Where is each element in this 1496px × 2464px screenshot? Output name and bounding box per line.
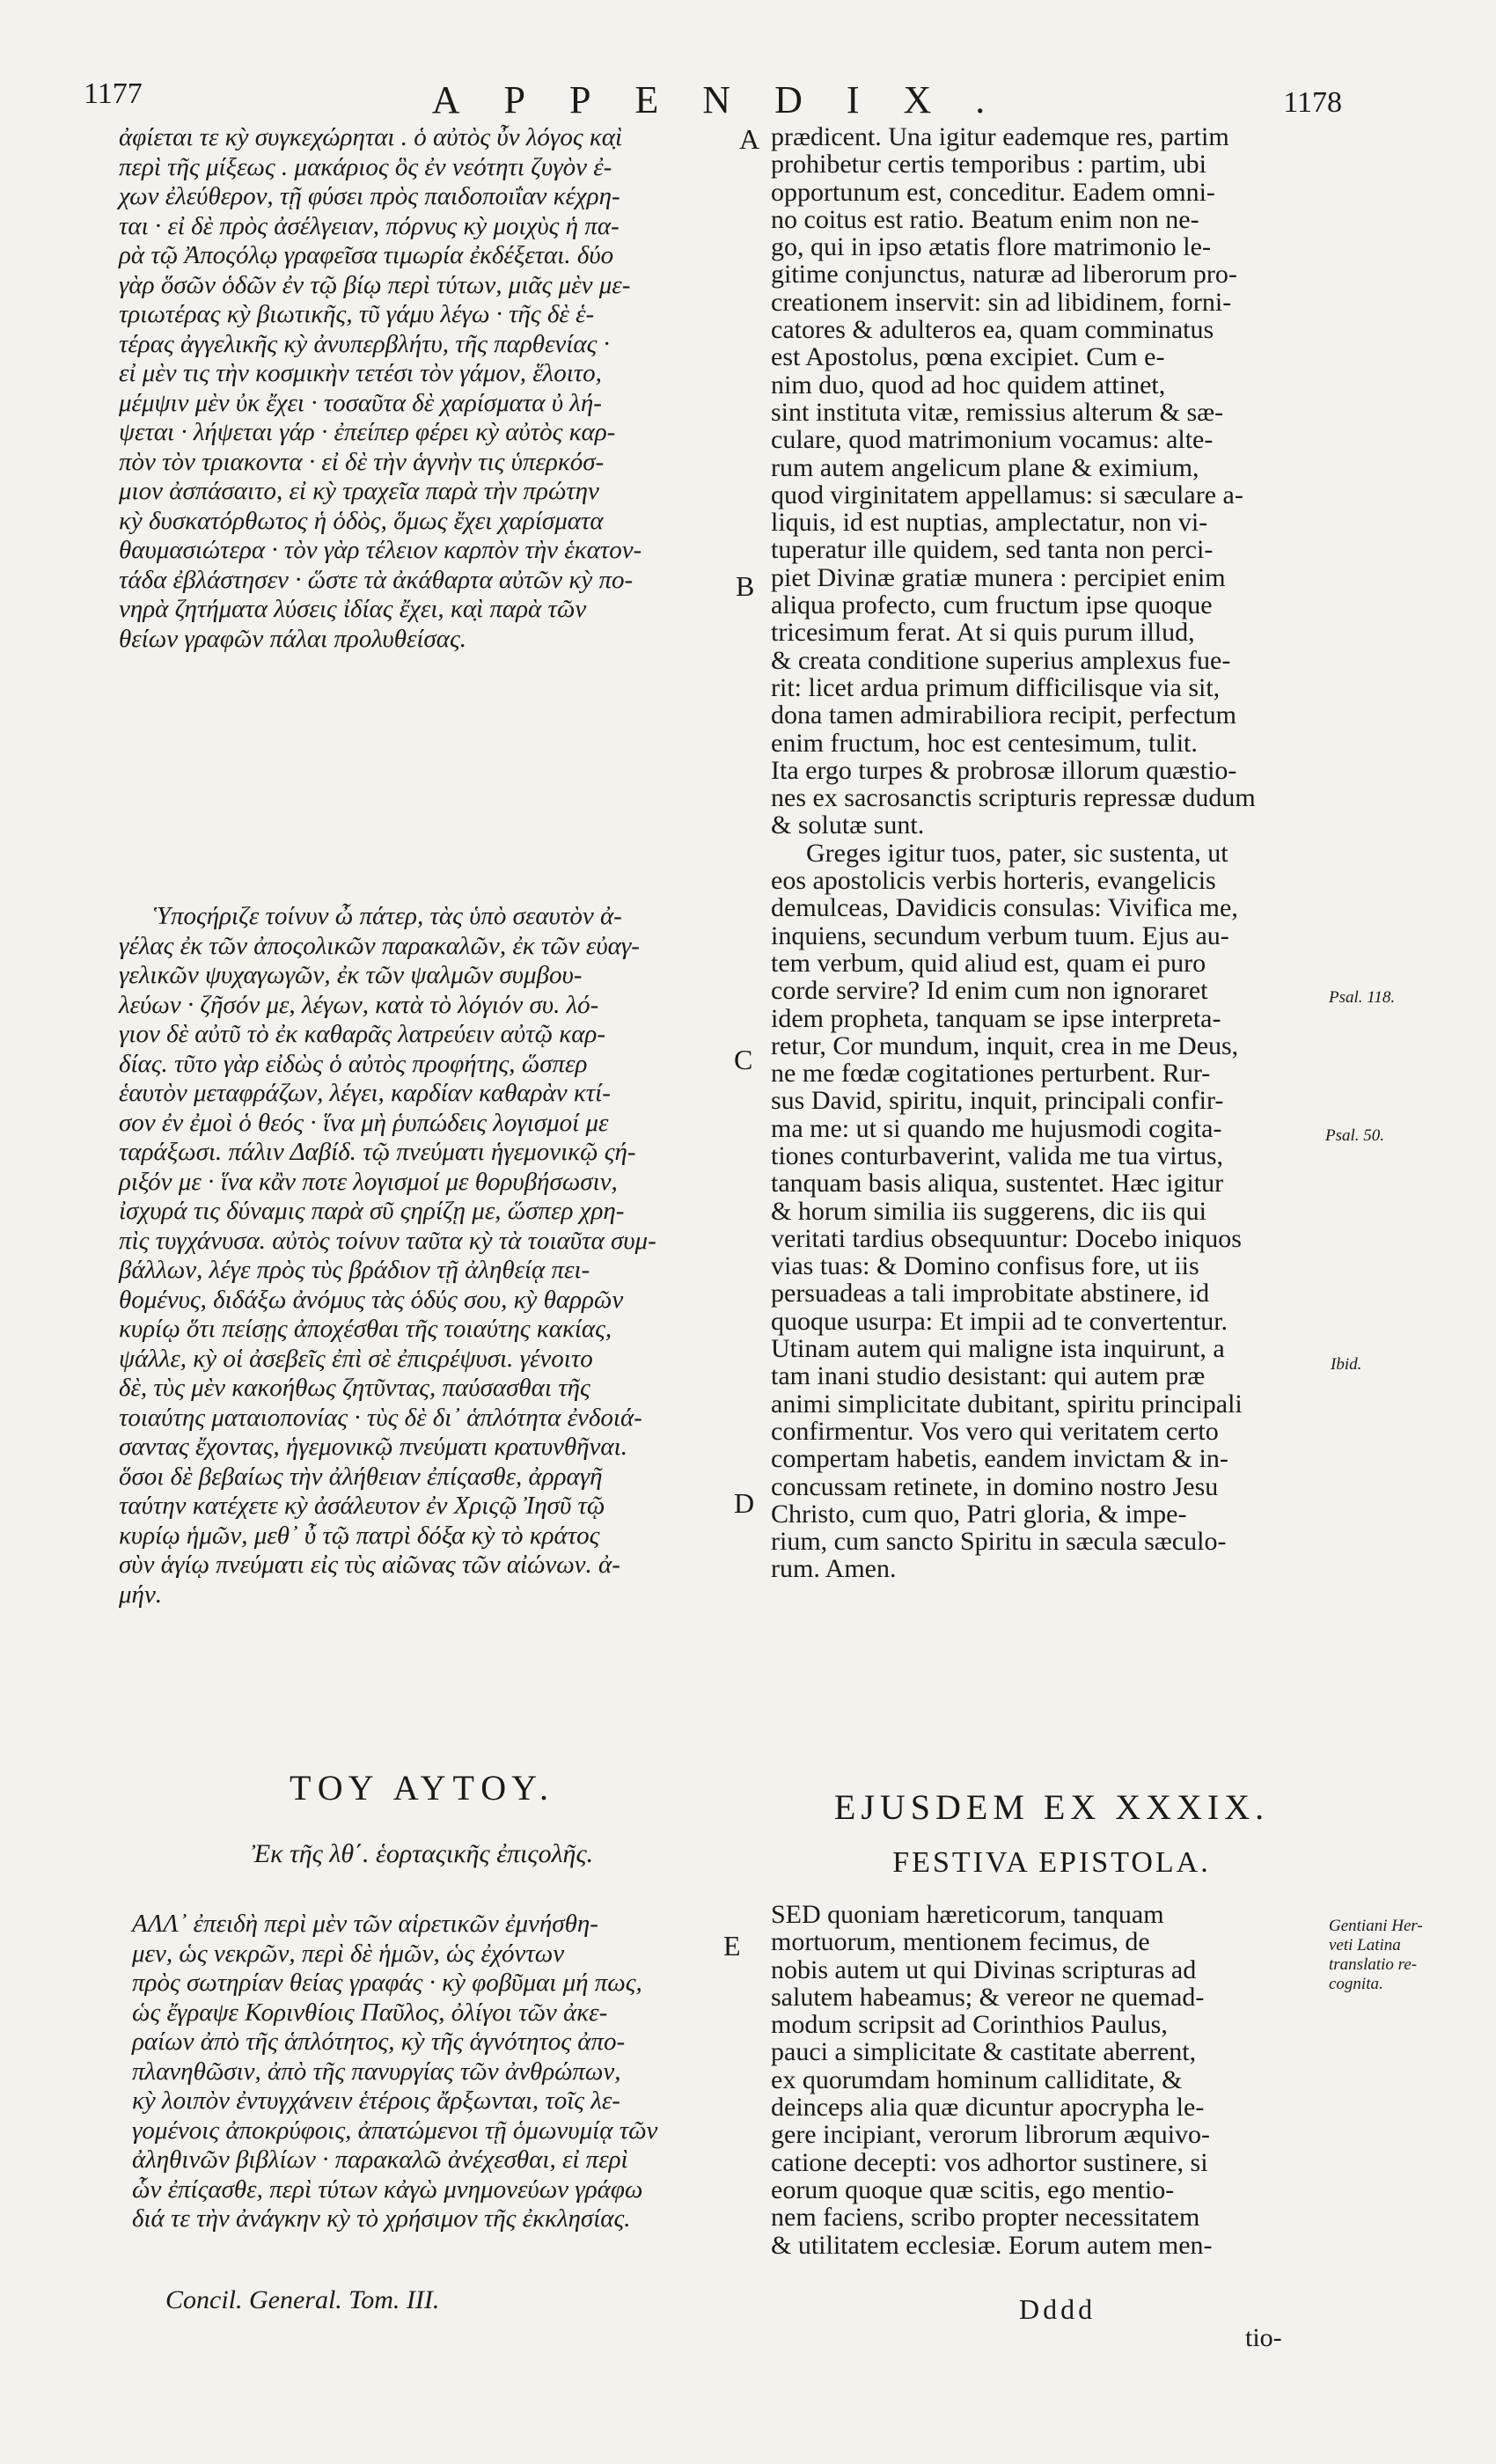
latin-line: confirmentur. Vos vero qui veritatem certo bbox=[771, 1416, 1219, 1446]
greek-line: πὸν τὸν τριακοντα · εἰ δὲ τὴν ἁγνὴν τις ὑπερκόσ- bbox=[119, 447, 605, 476]
signature-mark: Dddd bbox=[1019, 2293, 1096, 2325]
greek-line: μέμψιν μὲν ὐκ ἔχει · τοσαῦτα δὲ χαρίσματα ὐ λή- bbox=[119, 388, 602, 417]
latin-line: vias tuas: & Domino confisus fore, ut iis bbox=[771, 1251, 1199, 1281]
greek-line: περὶ τῆς μίξεως . μακάριος ὃς ἐν νεότητι ζυγὸν ἐ- bbox=[119, 152, 612, 181]
latin-section-title: EJUSDEM EX XXXIX. bbox=[833, 1787, 1270, 1827]
greek-line: σαντας ἔχοντας, ἡγεμονικῷ πνεύματι κρατυνθῆναι. bbox=[119, 1433, 627, 1461]
greek-line: δίας. τῦτο γὰρ εἰδὼς ὁ αὐτὸς προφήτης, ὥσπερ bbox=[119, 1049, 588, 1078]
latin-line: tuperatur ille quidem, sed tanta non perci- bbox=[771, 535, 1214, 565]
greek-line: ραίων ἀπὸ τῆς ἁπλότητος, κỳ τῆς ἁγνότητος ἀπο- bbox=[132, 2028, 626, 2056]
latin-line: Utinam autem qui maligne ista inquirunt, a bbox=[771, 1334, 1225, 1364]
latin-line: pauci a simplicitate & castitate aberrent, bbox=[771, 2037, 1197, 2067]
greek-line: σὺν ἁγίῳ πνεύματι εἰς τὺς αἰῶνας τῶν αἰώνων. ἀ- bbox=[119, 1551, 620, 1579]
latin-line: ne me fœdæ cogitationes perturbent. Rur- bbox=[771, 1059, 1211, 1089]
latin-line: Christo, cum quo, Patri gloria, & impe- bbox=[771, 1499, 1187, 1529]
greek-line: ὧν ἐπίςασθε, περὶ τύτων κἀγὼ μνημονεύων γράφω bbox=[132, 2174, 643, 2204]
margin-note-ibid: Ibid. bbox=[1331, 1355, 1362, 1374]
margin-note-line: veti Latina bbox=[1329, 1936, 1401, 1954]
greek-line: τάδα ἐβλάστησεν · ὥστε τὰ ἀκάθαρτα αὐτῶν κỳ πο- bbox=[119, 565, 634, 594]
latin-line: sint instituta vitæ, remissius alterum & sæ- bbox=[771, 397, 1224, 427]
greek-line: ἀληθινῶν βιβλίων · παρακαλῶ ἀνέχεσθαι, εἰ περὶ bbox=[132, 2145, 628, 2174]
greek-line: τέρας ἀγγελικῆς κỳ ἀνυπερβλήτυ, τῆς παρθενίας · bbox=[119, 329, 610, 358]
latin-line: veritati tardius obsequuntur: Docebo iniquos bbox=[771, 1223, 1242, 1253]
latin-line: & utilitatem ecclesiæ. Eorum autem men- bbox=[771, 2230, 1213, 2260]
latin-line: culare, quod matrimonium vocamus: alte- bbox=[771, 425, 1214, 455]
latin-line: creationem inservit: sin ad libidinem, forni- bbox=[771, 287, 1232, 317]
margin-note-line: Gentiani Her- bbox=[1329, 1917, 1423, 1935]
greek-line: ὡς ἔγραψε Κορινθίοις Παῦλος, ὀλίγοι τῶν ἀκε- bbox=[132, 1998, 608, 2027]
greek-line: διά τε τὴν ἀνάγκην κỳ τὸ χρήσιμον τῆς ἐκκλησίας. bbox=[132, 2204, 631, 2233]
greek-line: θομένυς, διδάξω ἀνόμυς τὰς ὁδύς σου, κỳ θαρρῶν bbox=[119, 1285, 624, 1314]
latin-line: ex quorumdam hominum calliditate, & bbox=[771, 2064, 1183, 2094]
latin-line: demulceas, Davidicis consulas: Vivifica me, bbox=[771, 893, 1238, 923]
greek-block-2 bbox=[119, 902, 735, 1610]
greek-section-subtitle: Ἐκ τῆς λθ΄. ἑορταςικῆς ἐπιςολῆς. bbox=[251, 1839, 594, 1868]
latin-line: dona tamen admirabiliora recipit, perfectum bbox=[771, 700, 1236, 730]
greek-line: κỳ λοιπὸν ἐντυγχάνειν ἑτέροις ἄρξωνται, τοῖς λε- bbox=[132, 2086, 620, 2115]
latin-line: retur, Cor mundum, inquit, crea in me Deus, bbox=[771, 1030, 1239, 1060]
margin-note-psal-118: Psal. 118. bbox=[1329, 988, 1396, 1007]
latin-line: quod virginitatem appellamus: si sæculare a- bbox=[771, 480, 1243, 510]
latin-line: & solutæ sunt. bbox=[771, 810, 925, 840]
latin-line: salutem habeamus; & vereor ne quemad- bbox=[771, 1982, 1205, 2012]
greek-line: γὰρ ὅσῶν ὁδῶν ἐν τῷ βίῳ περὶ τύτων, μιᾶς μὲν με- bbox=[119, 270, 631, 299]
latin-line: rium, cum sancto Spiritu in sæcula sæculo- bbox=[771, 1527, 1227, 1557]
latin-line: aliqua profecto, cum fructum ipse quoque bbox=[771, 590, 1213, 620]
latin-line: catione decepti: vos adhortor sustinere, si bbox=[771, 2147, 1208, 2177]
page-number-left: 1177 bbox=[84, 77, 143, 110]
latin-line: nobis autem ut qui Divinas scripturas ad bbox=[771, 1954, 1197, 1984]
greek-line: λεύων · ζῆσόν με, λέγων, κατὰ τὸ λόγιόν συ. λό- bbox=[119, 990, 599, 1019]
page-title: APPENDIX. bbox=[431, 78, 1030, 121]
margin-note-line: cognita. bbox=[1329, 1975, 1383, 1993]
catchword: tio- bbox=[1245, 2323, 1282, 2352]
latin-line: gitime conjunctus, naturæ ad liberorum pro- bbox=[771, 260, 1237, 290]
latin-block-2 bbox=[771, 1901, 1334, 2259]
latin-line: inquiens, secundum verbum tuum. Ejus au- bbox=[771, 920, 1229, 950]
latin-line: eos apostolicis verbis horteris, evangelicis bbox=[771, 866, 1216, 896]
latin-line: opportunum est, conceditur. Eadem omni- bbox=[771, 177, 1215, 207]
margin-note-line: translatio re- bbox=[1329, 1955, 1418, 1974]
greek-line: γιον δὲ αὐτῦ τὸ ἐκ καθαρᾶς λατρεύειν αὐτῷ καρ- bbox=[119, 1020, 606, 1048]
latin-line: idem propheta, tanquam se ipse interpreta- bbox=[771, 1003, 1221, 1033]
greek-line: γελικῶν ψυχαγωγῶν, ἐκ τῶν ψαλμῶν συμβου- bbox=[119, 961, 583, 989]
latin-line: nim duo, quod ad hoc quidem attinet, bbox=[771, 370, 1166, 400]
latin-line: prædicent. Una igitur eademque res, partim bbox=[771, 122, 1229, 151]
latin-line: prohibetur certis temporibus : partim, ubi bbox=[771, 150, 1206, 180]
margin-note-translation bbox=[1329, 1917, 1423, 1994]
latin-line: tanquam basis aliqua, sustentet. Hæc igitur bbox=[771, 1169, 1224, 1199]
greek-block-3 bbox=[132, 1910, 748, 2234]
latin-line: & horum similia iis suggerens, dic iis qui bbox=[771, 1196, 1206, 1226]
page-number-right: 1178 bbox=[1283, 86, 1342, 119]
margin-note-psal-50: Psal. 50. bbox=[1325, 1126, 1385, 1145]
latin-line: enim fructum, hoc est centesimum, tulit. bbox=[771, 728, 1198, 758]
latin-line: catores & adulteros ea, quam comminatus bbox=[771, 315, 1214, 345]
section-letter-b: B bbox=[736, 570, 755, 602]
latin-line: compertam habetis, eandem invictam & in- bbox=[771, 1444, 1228, 1474]
latin-line: mortuorum, mentionem fecimus, de bbox=[771, 1927, 1150, 1957]
section-letter-a: A bbox=[739, 123, 760, 155]
latin-line: concussam retinete, in domino nostro Jesu bbox=[771, 1471, 1219, 1501]
greek-line: κυρίῳ ἡμῶν, μεθ᾽ ὖ τῷ πατρὶ δόξα κỳ τὸ κράτος bbox=[119, 1521, 600, 1550]
latin-line: go, qui in ipso ætatis flore matrimonio le- bbox=[771, 232, 1211, 262]
greek-line: πὶς τυγχάνυσα. αὐτὸς τοίνυν ταῦτα κỳ τὰ τοιαῦτα συμ- bbox=[119, 1226, 656, 1255]
greek-line: ρὰ τῷ Ἀποςόλῳ γραφεῖσα τιμωρία ἐκδέξεται. δύο bbox=[119, 241, 614, 269]
latin-line: SED quoniam hæreticorum, tanquam bbox=[771, 1900, 1164, 1929]
latin-line: liquis, id est nuptias, amplectatur, non vi- bbox=[771, 508, 1208, 538]
greek-line: πλανηθῶσιν, ἀπὸ τῆς πανυργίας τῶν ἀνθρώπων, bbox=[132, 2057, 621, 2086]
greek-line: κỳ δυσκατόρθωτος ἡ ὁδὸς, ὅμως ἔχει χαρίσματα bbox=[119, 506, 604, 535]
greek-line: ἀφίεται τε κỳ συγκεχώρηται . ὁ αὐτὸς ὖν λόγος κα̣ὶ bbox=[119, 123, 623, 151]
greek-line: ψάλλε, κỳ οἱ ἀσεβεῖς ἐπὶ σὲ ἐπιςρέψυσι. γένοιτο bbox=[119, 1344, 593, 1373]
greek-line: τοιαύτης ματαιοπονίας · τὺς δὲ δι᾽ ἁπλότητα ἐνδοιά- bbox=[119, 1403, 642, 1432]
greek-line: μιον ἀσπάσαιτο, εἰ κỳ τραχεῖα παρὰ τὴν πρώτην bbox=[119, 477, 599, 505]
greek-line: γομένοις ἀποκρύφοις, ἀπατώμενοι τῇ ὁμωνυμίᾳ τῶν bbox=[132, 2116, 658, 2145]
latin-line: & creata conditione superius amplexus fue- bbox=[771, 645, 1231, 675]
greek-line: τριωτέρας κỳ βιωτικῆς, τῦ γάμυ λέγω · τῆς δὲ ἑ- bbox=[119, 300, 595, 328]
greek-line: δὲ, τὺς μὲν κακοήθως ζητῦντας, παύσασθαι τῆς bbox=[119, 1374, 590, 1402]
latin-line: tricesimum ferat. At si quis purum illud, bbox=[771, 618, 1195, 648]
greek-line: Ὑποςήριζε τοίνυν ὦ πάτερ, τὰς ὑπὸ σεαυτὸν ἀ- bbox=[154, 902, 622, 930]
greek-section-title: ΤΟΥ ΑΥΤΟΥ. bbox=[289, 1768, 556, 1808]
latin-line: persuadeas a tali improbitate abstinere, id bbox=[771, 1279, 1210, 1309]
latin-line: Ita ergo turpes & probrosæ illorum quæstio- bbox=[771, 755, 1237, 785]
latin-line: piet Divinæ gratiæ munera : percipiet enim bbox=[771, 562, 1226, 592]
greek-block-1 bbox=[119, 123, 735, 654]
latin-line: nes ex sacrosanctis scripturis repressæ dudum bbox=[771, 783, 1256, 813]
latin-line: ma me: ut si quando me hujusmodi cogita- bbox=[771, 1113, 1222, 1143]
latin-line: nem faciens, scribo propter necessitatem bbox=[771, 2203, 1200, 2233]
latin-block-1 bbox=[771, 123, 1334, 1583]
greek-line: θείων γραφῶν πάλαι προλυθείσας. bbox=[119, 624, 466, 653]
latin-line: animi simplicitate dubitant, spiritu principali bbox=[771, 1389, 1243, 1419]
greek-line: ψεται · λήψεται γάρ · ἐπείπερ φέρει κỳ αὐτὸς καρ- bbox=[119, 418, 616, 446]
latin-line: est Apostolus, pœna excipiet. Cum e- bbox=[771, 342, 1165, 372]
greek-line: ται · εἰ δὲ πρὸς ἀσέλγειαν, πόρνυς κỳ μοιχὺς ἡ πα- bbox=[119, 211, 620, 240]
greek-line: θαυμασιώτερα · τὸν γὰρ τέλειον καρπὸν τὴν ἑκατον- bbox=[119, 536, 642, 564]
section-letter-d: D bbox=[734, 1487, 755, 1519]
greek-line: χων ἐλεύθερον, τῇ φύσει πρὸς παιδοποιΐαν κέχρη- bbox=[119, 182, 620, 210]
latin-line: rit: licet ardua primum difficilisque via sit, bbox=[771, 672, 1221, 702]
greek-line: μεν, ὡς νεκρῶν, περὶ δὲ ἡμῶν, ὡς ἐχόντων bbox=[132, 1939, 565, 1968]
latin-line: eorum quoque quæ scitis, ego mentio- bbox=[771, 2174, 1175, 2204]
latin-line: Greges igitur tuos, pater, sic sustenta, ut bbox=[806, 838, 1228, 868]
section-letter-e: E bbox=[723, 1930, 741, 1962]
latin-line: tiones conturbaverint, valida me tua virtus, bbox=[771, 1140, 1224, 1170]
greek-line: σον ἐν ἐμοὶ ὁ θεός · ἵνα μὴ ῥυπώδεις λογισμοί με bbox=[119, 1108, 609, 1137]
latin-line: tem verbum, quid aliud est, quam ei puro bbox=[771, 948, 1206, 978]
latin-line: no coitus est ratio. Beatum enim non ne- bbox=[771, 204, 1199, 234]
greek-line: ἑαυτὸν μεταφράζων, λέγει, καρδίαν καθαρὰν κτί- bbox=[119, 1079, 611, 1107]
latin-line: tam inani studio desistant: qui autem præ bbox=[771, 1361, 1206, 1391]
volume-footnote: Concil. General. Tom. III. bbox=[165, 2285, 440, 2314]
greek-line: κυρίῳ ὅτι πείσῃς ἀποχέσθαι τῆς τοιαύτης κακίας, bbox=[119, 1315, 612, 1343]
greek-line: γέλας ἐκ τῶν ἀποςολικῶν παρακαλῶν, ἐκ τῶν εὐαγ- bbox=[119, 931, 640, 960]
greek-line: ταράξωσι. πάλιν Δαβίδ. τῷ πνεύματι ἡγεμονικῷ ςή- bbox=[119, 1138, 636, 1166]
latin-line: rum. Amen. bbox=[771, 1554, 897, 1584]
greek-line: μήν. bbox=[119, 1580, 163, 1609]
latin-line: modum scripsit ad Corinthios Paulus, bbox=[771, 2010, 1168, 2040]
greek-line: βάλλων, λέγε πρὸς τὺς βράδιον τῇ ἀληθείᾳ πει- bbox=[119, 1256, 590, 1284]
greek-line: νηρὰ ζητήματα λύσεις ἰδίας ἔχει, κα̣ὶ παρὰ τῶν bbox=[119, 595, 587, 623]
greek-line: ὅσοι δὲ βεβαίως τὴν ἀλήθειαν ἐπίςασθε, ἀρραγῆ bbox=[119, 1462, 603, 1491]
greek-line: ἰσχυρά τις δύναμις παρὰ σῦ ςηρίζῃ με, ὥσπερ χρη- bbox=[119, 1197, 625, 1225]
greek-line: πρὸς σωτηρίαν θείας γραφάς · κỳ φοβῦμαι μή πως, bbox=[132, 1969, 642, 1997]
greek-line: ταύτην κατέχετε κỳ ἀσάλευτον ἐν Χριςῷ Ἰησῦ τῷ bbox=[119, 1492, 605, 1520]
greek-line: εἰ μὲν τις τὴν κοσμικὴν τετέσι τὸν γάμον, ἕλοιτο, bbox=[119, 359, 602, 387]
section-letter-c: C bbox=[734, 1044, 753, 1075]
latin-line: deinceps alia quæ dicuntur apocrypha le- bbox=[771, 2093, 1205, 2123]
latin-line: rum autem angelicum plane & eximium, bbox=[771, 452, 1199, 482]
greek-line: ριξόν με · ἵνα κἂν ποτε λογισμοί με θορυβήσωσιν, bbox=[119, 1167, 618, 1196]
greek-line: ΑΛΛ᾽ ἐπειδὴ περὶ μὲν τῶν αἱρετικῶν ἐμνήσθη- bbox=[132, 1910, 598, 1938]
latin-line: corde servire? Id enim cum non ignoraret bbox=[771, 976, 1208, 1006]
latin-section-subtitle: FESTIVA EPISTOLA. bbox=[892, 1846, 1211, 1879]
latin-line: quoque usurpa: Et impii ad te convertentur. bbox=[771, 1306, 1228, 1336]
latin-line: sus David, spiritu, inquit, principali confir- bbox=[771, 1086, 1224, 1116]
latin-line: gere incipiant, verorum librorum æquivo- bbox=[771, 2120, 1211, 2150]
